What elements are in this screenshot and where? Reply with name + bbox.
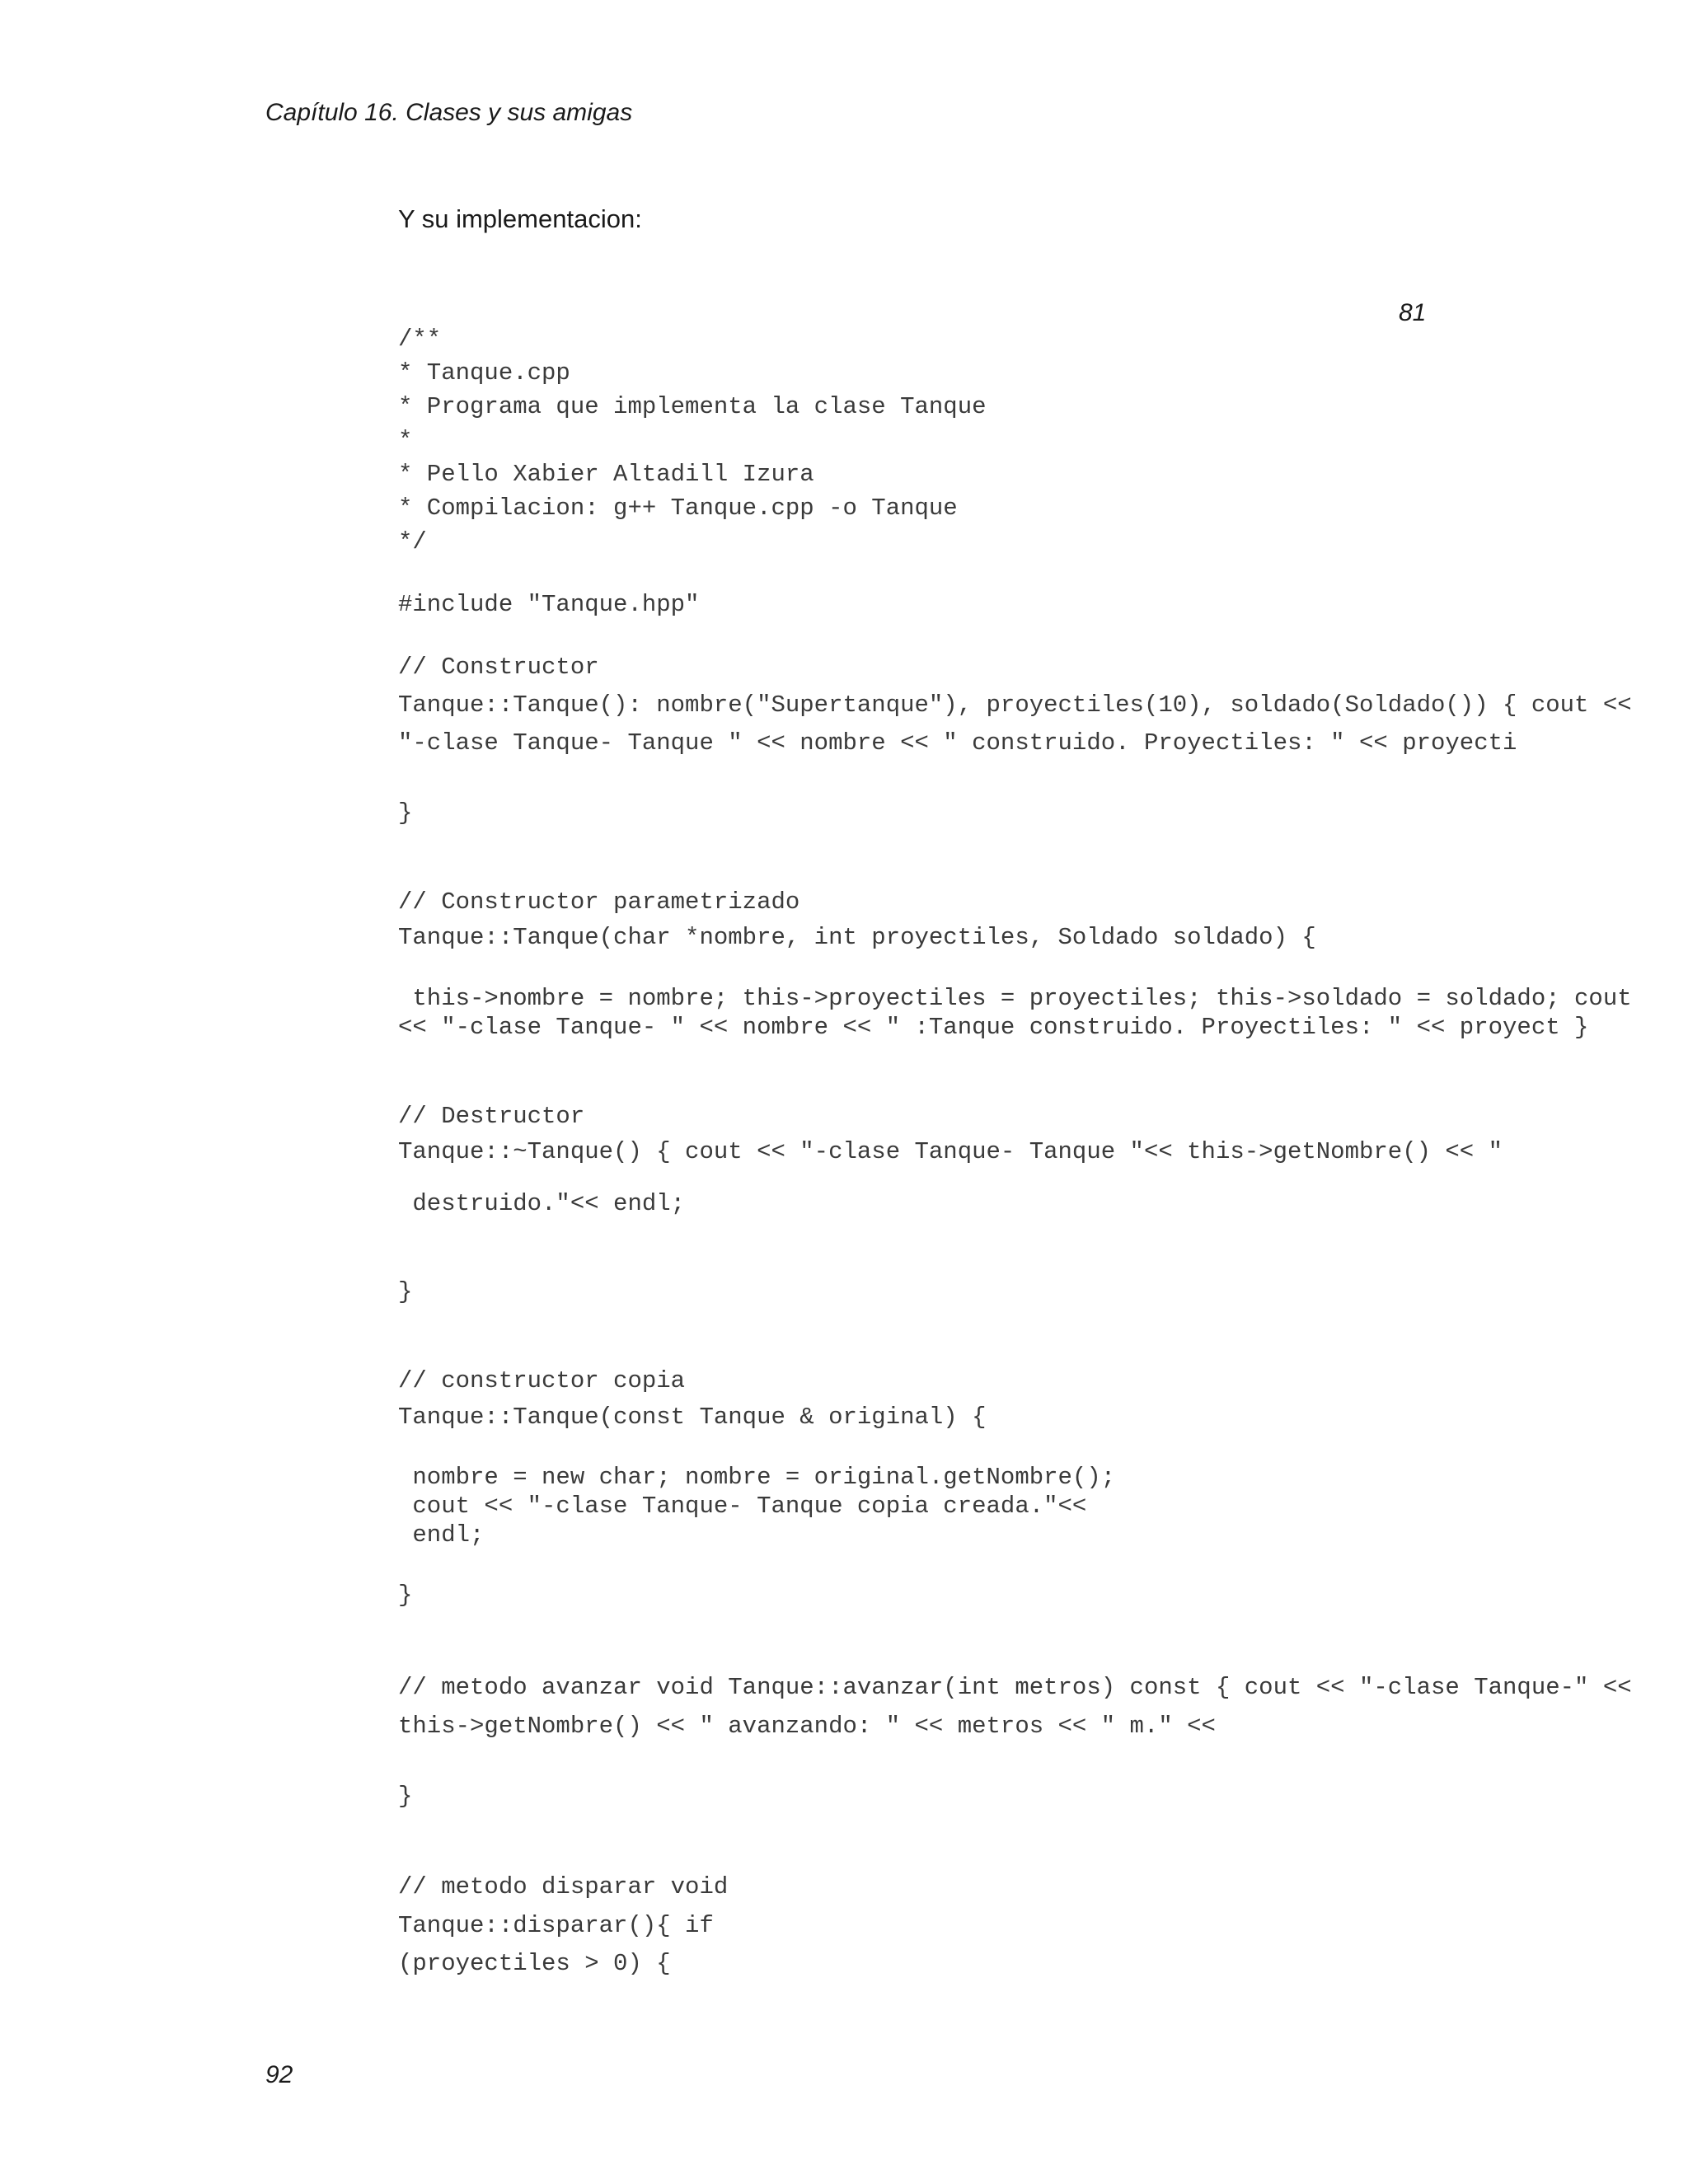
code-line: } <box>398 1582 413 1609</box>
code-line: // metodo avanzar void Tanque::avanzar(int metros) const { cout << "-clase Tanque-" << <box>398 1674 1632 1701</box>
chapter-header: Capítulo 16. Clases y sus amigas <box>265 99 633 126</box>
code-line: Tanque::~Tanque() { cout << "-clase Tanque- Tanque "<< this->getNombre() << " <box>398 1138 1503 1165</box>
code-line: * Compilacion: g++ Tanque.cpp -o Tanque <box>398 494 958 522</box>
code-line: (proyectiles > 0) { <box>398 1950 671 1977</box>
code-line: #include "Tanque.hpp" <box>398 591 700 618</box>
code-line: * Pello Xabier Altadill Izura <box>398 461 814 488</box>
intro-text: Y su implementacion: <box>398 204 642 233</box>
code-line: Tanque::Tanque(char *nombre, int proyectiles, Soldado soldado) { <box>398 924 1316 951</box>
code-line: * Tanque.cpp <box>398 359 570 387</box>
code-line: Tanque::Tanque(): nombre("Supertanque"), proyectiles(10), soldado(Soldado()) { cout << <box>398 691 1632 719</box>
inner-page-number: 81 <box>1399 299 1427 326</box>
code-line: Tanque::Tanque(const Tanque & original) { <box>398 1404 987 1431</box>
code-line: cout << "-clase Tanque- Tanque copia creada."<< <box>398 1493 1087 1520</box>
code-line: // Constructor <box>398 654 599 681</box>
code-line: * Programa que implementa la clase Tanque <box>398 393 987 420</box>
code-line: /** <box>398 326 442 353</box>
code-line: } <box>398 799 413 827</box>
code-line: // Destructor <box>398 1103 585 1130</box>
code-line: destruido."<< endl; <box>398 1190 686 1217</box>
code-line: endl; <box>398 1521 485 1549</box>
code-line: */ <box>398 528 427 555</box>
code-line: << "-clase Tanque- " << nombre << " :Tanque construido. Proyectiles: " << proyect } <box>398 1014 1589 1041</box>
code-line: Tanque::disparar(){ if <box>398 1912 714 1939</box>
code-line: this->getNombre() << " avanzando: " << metros << " m." << <box>398 1713 1216 1740</box>
code-line: * <box>398 427 413 454</box>
code-line: // constructor copia <box>398 1367 686 1394</box>
code-line: "-clase Tanque- Tanque " << nombre << " construido. Proyectiles: " << proyecti <box>398 729 1517 757</box>
code-line: } <box>398 1783 413 1810</box>
code-line: // Constructor parametrizado <box>398 888 800 916</box>
code-line: nombre = new char; nombre = original.getNombre(); <box>398 1464 1116 1491</box>
code-line: this->nombre = nombre; this->proyectiles = proyectiles; this->soldado = soldado; cout <box>398 985 1632 1012</box>
code-line: // metodo disparar void <box>398 1873 729 1900</box>
page-number: 92 <box>265 2061 293 2088</box>
code-line: } <box>398 1278 413 1305</box>
